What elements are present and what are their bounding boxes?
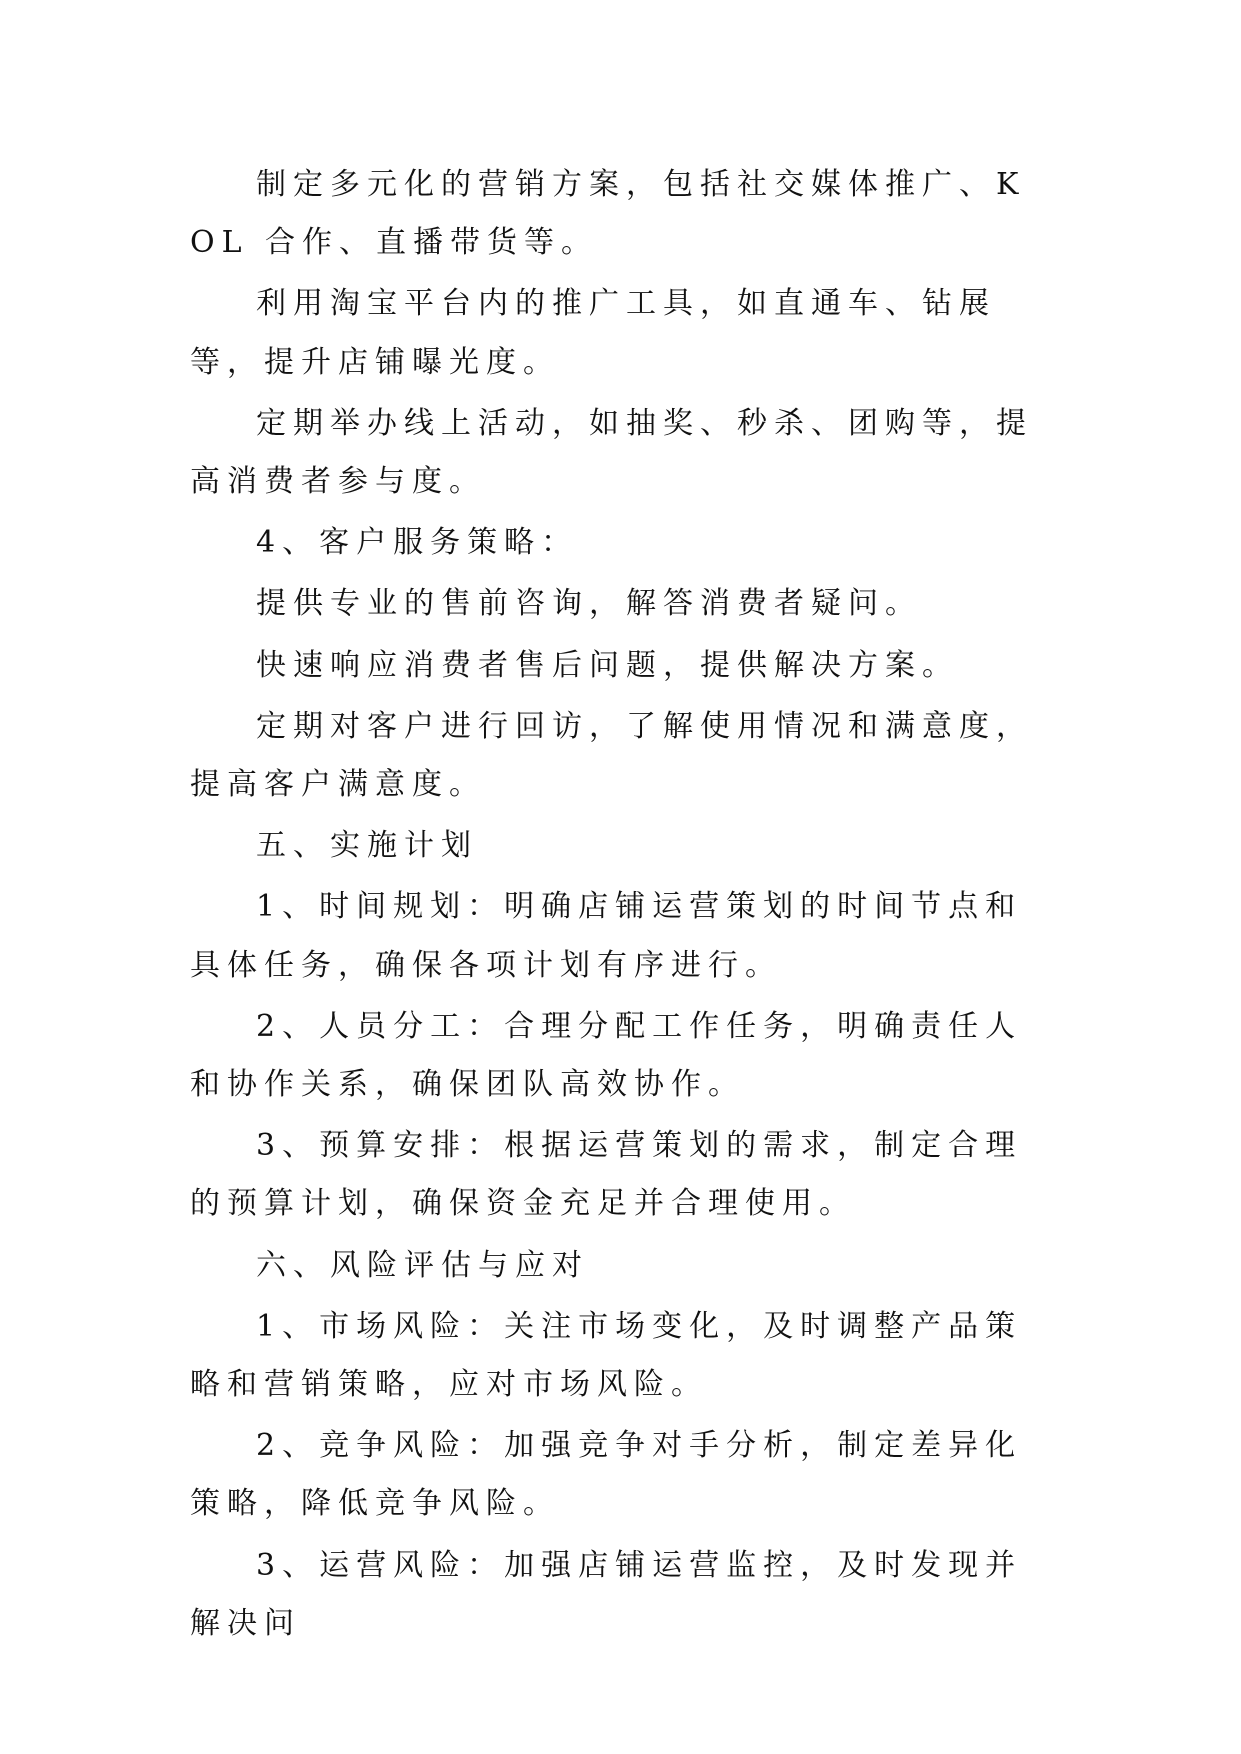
heading-risk-assessment: 六、风险评估与应对	[256, 1247, 589, 1283]
paragraph-staff-division: 2、人员分工：合理分配工作任务，明确责任人和协作关系，确保团队高效协作。	[190, 1008, 1023, 1103]
paragraph-marketing-plan: 制定多元化的营销方案，包括社交媒体推广、KOL 合作、直播带货等。	[190, 167, 1026, 261]
paragraph-online-activities: 定期举办线上活动，如抽奖、秒杀、团购等，提高消费者参与度。	[190, 405, 1033, 500]
paragraph-aftersale-response: 快速响应消费者售后问题，提供解决方案。	[256, 647, 959, 683]
paragraph-budget: 3、预算安排：根据运营策划的需求，制定合理的预算计划，确保资金充足并合理使用。	[190, 1128, 1023, 1222]
paragraph-market-risk: 1、市场风险：关注市场变化，及时调整产品策略和营销策略，应对市场风险。	[190, 1308, 1023, 1403]
heading-customer-service: 4、客户服务策略：	[256, 525, 579, 561]
document-body	[190, 156, 1050, 1656]
paragraph-taobao-promotion: 利用淘宝平台内的推广工具，如直通车、钻展等，提升店铺曝光度。	[190, 286, 996, 380]
paragraph-competition-risk: 2、竞争风险：加强竞争对手分析，制定差异化策略，降低竞争风险。	[190, 1428, 1023, 1522]
paragraph-presale-consulting: 提供专业的售前咨询，解答消费者疑问。	[256, 586, 922, 622]
heading-implementation-plan: 五、实施计划	[256, 828, 478, 864]
paragraph-customer-followup: 定期对客户进行回访，了解使用情况和满意度，提高客户满意度。	[190, 708, 1033, 803]
paragraph-operation-risk: 3、运营风险：加强店铺运营监控，及时发现并解决问	[190, 1547, 1023, 1641]
paragraph-time-planning: 1、时间规划：明确店铺运营策划的时间节点和具体任务，确保各项计划有序进行。	[190, 889, 1023, 983]
